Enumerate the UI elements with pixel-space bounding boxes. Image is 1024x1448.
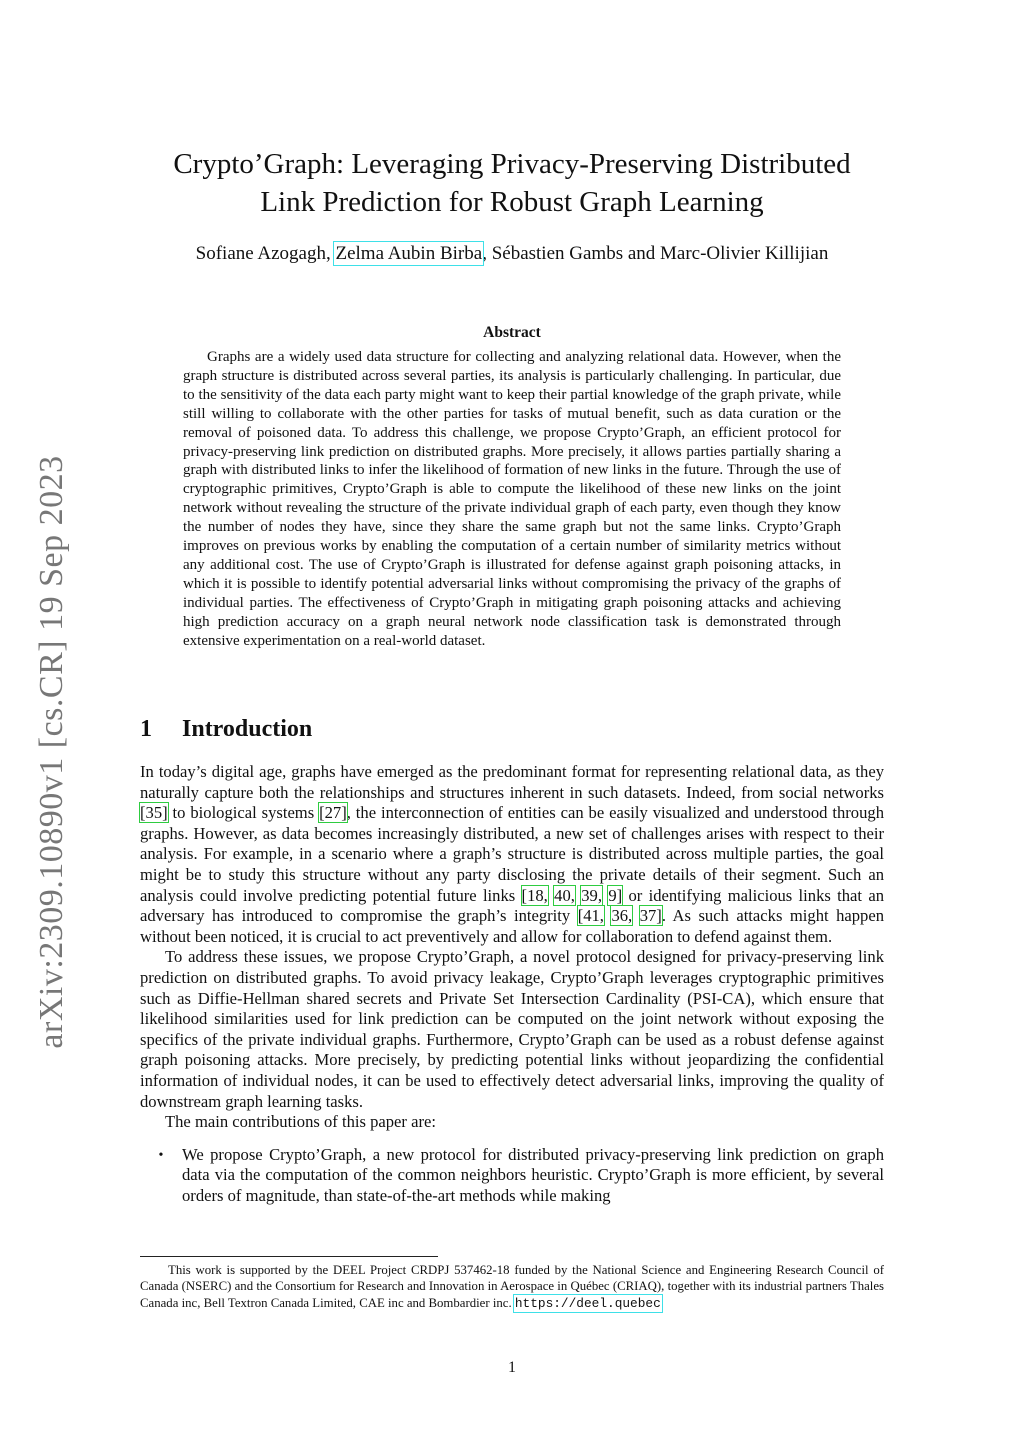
contribution-item	[140, 1145, 884, 1207]
intro-paragraph-3: The main contributions of this paper are:	[165, 1112, 436, 1132]
intro-text: to biological systems	[167, 803, 320, 823]
arxiv-identifier: arXiv:2309.10890v1 [cs.CR] 19 Sep 2023	[33, 455, 70, 1049]
abstract-heading: Abstract	[483, 324, 541, 341]
intro-paragraph-1	[140, 762, 884, 947]
contribution-text: We propose Crypto’Graph, a new protocol for distributed privacy-preserving link prediction on graph data via the computation of the common neighbors heuristic. Crypto’Graph is more efficient, by several orders of magnitude, than state-of-the-art methods while making	[182, 1144, 884, 1205]
footnote	[140, 1262, 884, 1312]
author-list	[120, 241, 904, 267]
page-number: 1	[508, 1359, 516, 1376]
bullet-icon: •	[158, 1147, 164, 1163]
title-line-1: Crypto’Graph: Leveraging Privacy-Preserving Distributed	[173, 148, 851, 180]
citation-link[interactable]: [41,	[577, 906, 604, 926]
arxiv-sidebar	[26, 452, 78, 1052]
intro-paragraph-2: To address these issues, we propose Crypto’Graph, a novel protocol designed for privacy-preserving link prediction on distributed graphs. To avoid privacy leakage, Crypto’Graph leverages cryptographic primitives such as Diffie-Hellman shared secrets and Private Set Intersection Cardinality (PSI-CA), which ensure that likelihood similarities used for link prediction can be computed on the joint network without exposing the specifics of the private individual graphs. Furthermore, Crypto’Graph can be used as a robust defense against graph poisoning attacks. More precisely, by predicting potential links without jeopardizing the confidential information of individual nodes, it can be used to effectively detect adversarial links, improving the quality of downstream graph learning tasks.	[140, 947, 884, 1111]
citation-link[interactable]: 39,	[581, 885, 602, 905]
section-title: Introduction	[182, 716, 313, 742]
section-heading	[140, 716, 312, 743]
footnote-rule	[140, 1256, 438, 1257]
intro-text: In today’s digital age, graphs have emerged as the predominant format for representing relational data, as they naturally capture both the relationships and structures inherent in such datasets. Indeed, from social networks	[140, 762, 884, 802]
citation-link[interactable]: [35]	[140, 803, 168, 823]
intro-text: or identifying malicious links that an adversary has introduced to compromise the graph’s integrity	[140, 885, 885, 926]
abstract-body: Graphs are a widely used data structure for collecting and analyzing relational data. However, when the graph structure is distributed across several parties, its analysis is particularly challenging. In particular, due to the sensitivity of the data each party might want to keep their partial knowledge of the graph private, while still willing to collaborate with the other parties for tasks of mutual benefit, such as data curation or the removal of poisoned data. To address this challenge, we propose Crypto’Graph, an efficient protocol for privacy-preserving link prediction on distributed graphs. More precisely, it allows parties partially sharing a graph with distributed links to infer the likelihood of formation of new links in the future. Through the use of cryptographic primitives, Crypto’Graph is able to compute the likelihood of these new links on the joint network without revealing the structure of the private individual graph of each party, even though they know the number of nodes they have, since they share the same graph but not the same links. Crypto’Graph improves on previous works by enabling the computation of a certain number of similarity metrics without any additional cost. The use of Crypto’Graph is illustrated for defense against graph poisoning attacks, in which it is possible to identify potential adversarial links without compromising the privacy of the graphs of individual parties. The effectiveness of Crypto’Graph in mitigating graph poisoning attacks and achieving high prediction accuracy on a graph neural network node classification task is demonstrated through extensive experimentation on a real-world dataset.	[183, 349, 841, 649]
intro-text: , the interconnection of entities can be easily visualized and understood through graphs. However, as data becomes increasingly distributed, a new set of challenges arises with respect to their analysis. For example, in a scenario where a graph’s structure is distributed across multiple parties, the goal might be to study this structure without any party disclosing the private details of their segment. Such an analysis could involve predicting potential future links	[140, 803, 884, 905]
citation-link[interactable]: [27]	[319, 803, 347, 823]
citation-link[interactable]: [18,	[521, 885, 548, 905]
section-number: 1	[140, 716, 152, 742]
author-azogagh: Sofiane Azogagh,	[195, 243, 331, 264]
citation-link[interactable]: 36,	[611, 906, 633, 926]
footnote-text: This work is supported by the DEEL Project CRDPJ 537462-18 funded by the National Science and Engineering Research Council of Canada (NSERC) and the Consortium for Research and Innovation in Aerospace in Québec (CRIAQ), together with its industrial partners Thales Canada inc, Bell Textron Canada Limited, CAE inc and Bombardier inc.	[140, 1263, 884, 1310]
title-line-2: Link Prediction for Robust Graph Learning	[260, 186, 764, 218]
citation-link[interactable]: 9]	[608, 885, 623, 905]
citation-link[interactable]: 37]	[639, 906, 662, 926]
introduction-body	[140, 762, 884, 1206]
author-birba-link[interactable]: Zelma Aubin Birba	[335, 243, 483, 264]
paper-title	[120, 145, 904, 221]
intro-text: . As such attacks might happen without been noticed, it is crucial to act preventively and allow for collaboration to defend against them.	[140, 906, 885, 946]
author-others: , Sébastien Gambs and Marc-Olivier Killijian	[482, 243, 829, 264]
footnote-url-link[interactable]: https://deel.quebec	[514, 1295, 661, 1311]
citation-link[interactable]: 40,	[554, 885, 575, 905]
